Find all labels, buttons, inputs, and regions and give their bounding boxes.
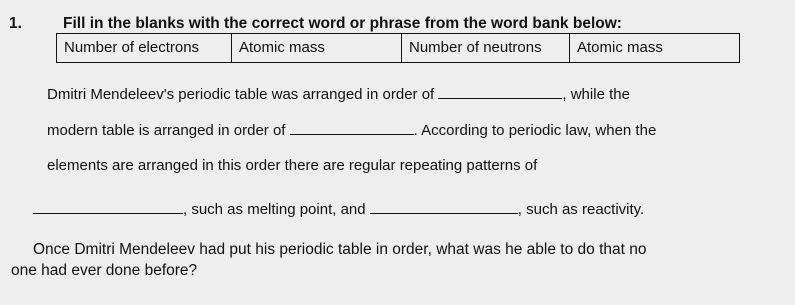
passage-line-3 (47, 157, 537, 174)
follow-up-question-line-1: Once Dmitri Mendeleev had put his periodic table in order, what was he able to do that no (33, 241, 647, 258)
question-number: 1. (9, 15, 22, 32)
answer-blank-4[interactable] (370, 201, 518, 214)
passage-line-2 (47, 122, 656, 139)
word-bank-item: Atomic mass (577, 39, 663, 56)
passage-line-4 (33, 201, 644, 218)
passage-text: , while the (562, 86, 630, 103)
answer-blank-3[interactable] (33, 201, 183, 214)
instructions: Fill in the blanks with the correct word or phrase from the word bank below: (63, 15, 622, 32)
passage-text: elements are arranged in this order there are regular repeating patterns of (47, 157, 538, 174)
word-bank-item: Number of neutrons (402, 34, 570, 62)
word-bank-item: Number of electrons (57, 34, 232, 62)
passage-text: , such as reactivity. (517, 201, 645, 218)
passage-text: , such as melting point, and (183, 201, 370, 218)
passage-text: . According to periodic law, when the (413, 122, 657, 139)
word-bank-item: Atomic mass (232, 34, 402, 62)
answer-blank-1[interactable] (438, 86, 562, 99)
word-bank (56, 33, 740, 63)
passage-text: modern table is arranged in order of (47, 122, 290, 139)
answer-blank-2[interactable] (290, 122, 414, 135)
passage-text: Dmitri Mendeleev's periodic table was arranged in order of (47, 86, 439, 103)
passage-line-1 (47, 86, 630, 103)
follow-up-question-line-2: one had ever done before? (11, 262, 198, 279)
